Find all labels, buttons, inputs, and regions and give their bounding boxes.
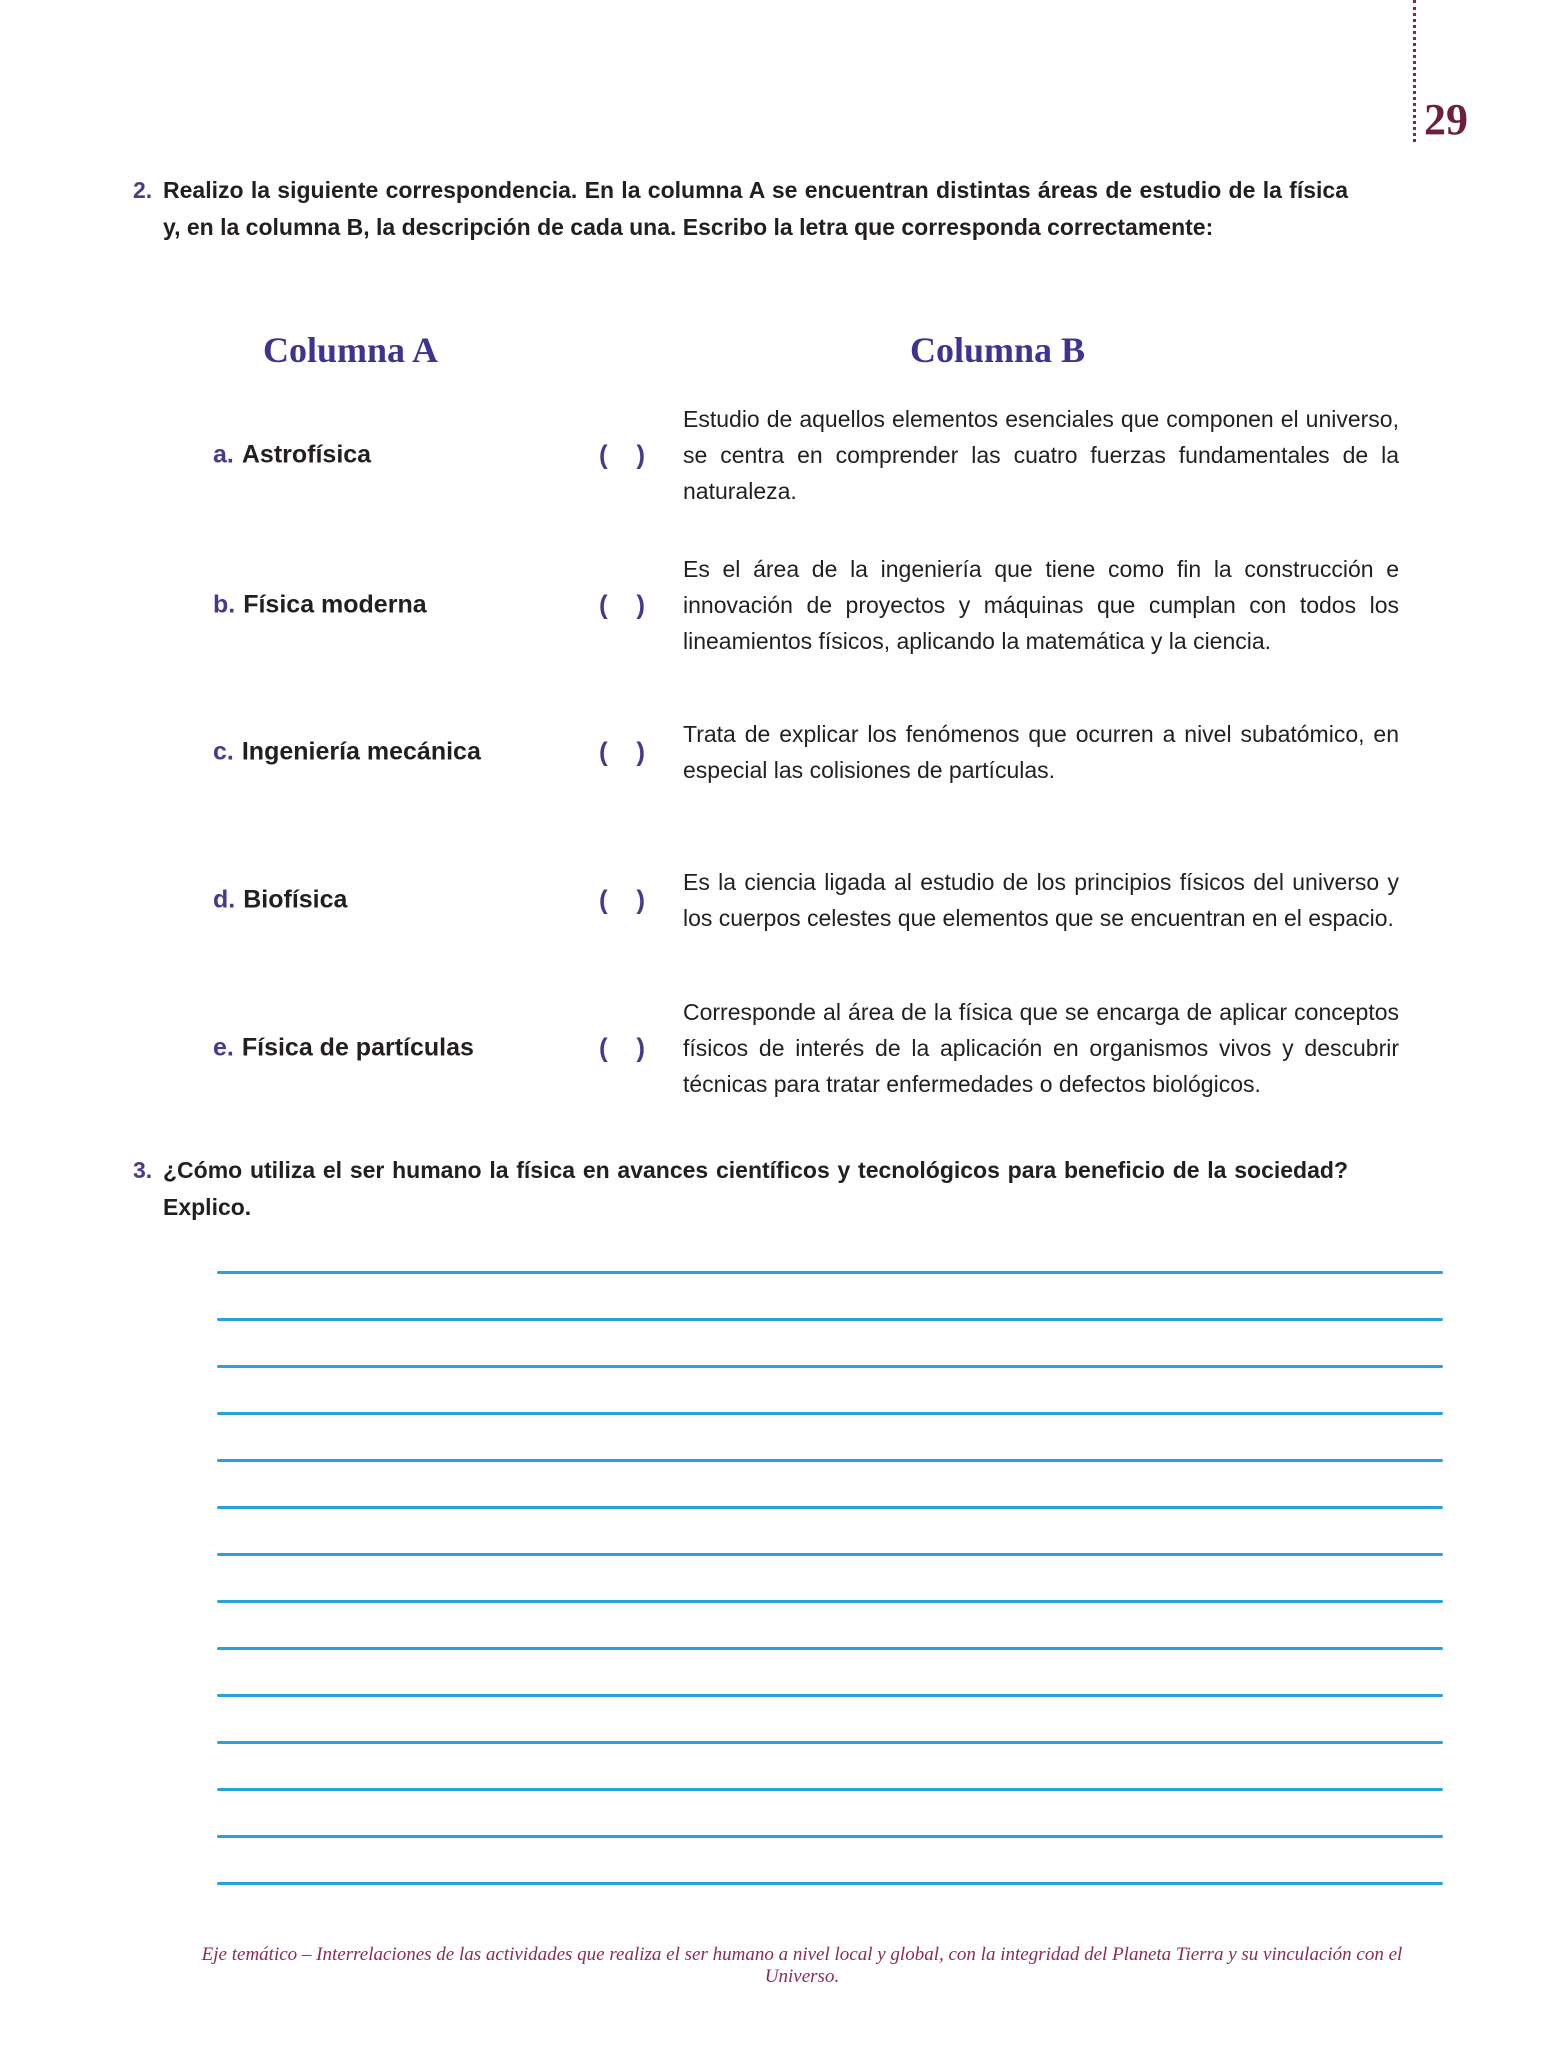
item-description: Trata de explicar los fenómenos que ocurren a nivel subatómico, en especial las colisiones de partículas.	[683, 721, 1399, 783]
answer-line[interactable]	[217, 1882, 1443, 1885]
item-label: Física de partículas	[241, 1033, 474, 1062]
paren-open: (	[599, 439, 608, 470]
item-description: Es la ciencia ligada al estudio de los principios físicos del universo y los cuerpos celestes que elementos que se encuentran en el espacio.	[683, 869, 1399, 931]
column-a-title: Columna A	[262, 330, 439, 370]
answer-slot[interactable]	[599, 1033, 645, 1064]
answer-line[interactable]	[217, 1741, 1443, 1744]
answer-line[interactable]	[217, 1647, 1443, 1650]
item-description: Estudio de aquellos elementos esenciales que componen el universo, se centra en comprender las cuatro fuerzas fundamentales de la naturaleza.	[683, 406, 1399, 504]
answer-line[interactable]	[217, 1694, 1443, 1697]
item-label: Biofísica	[243, 885, 348, 914]
item-label: Astrofísica	[241, 440, 372, 469]
column-b-title: Columna B	[909, 330, 1086, 370]
paren-open: (	[599, 884, 608, 915]
answer-line[interactable]	[217, 1835, 1443, 1838]
answer-slot[interactable]	[599, 737, 645, 768]
question-3-number: 3.	[133, 1157, 153, 1183]
paren-close: )	[636, 736, 645, 767]
item-description: Es el área de la ingeniería que tiene como fin la construcción e innovación de proyectos y máquinas que cumplan con todos los lineamientos físicos, aplicando la matemática y la ciencia.	[683, 556, 1399, 654]
paren-open: (	[599, 1032, 608, 1063]
paren-close: )	[636, 589, 645, 620]
answer-line[interactable]	[217, 1600, 1443, 1603]
question-2	[133, 172, 1348, 246]
question-2-number: 2.	[133, 177, 153, 203]
answer-line[interactable]	[217, 1553, 1443, 1556]
answer-slot[interactable]	[599, 440, 645, 471]
item-description: Corresponde al área de la física que se encarga de aplicar conceptos físicos de interés de la aplicación en organismos vivos y descubrir técnicas para tratar enfermedades o defectos biológicos.	[683, 999, 1399, 1097]
question-3-text: ¿Cómo utiliza el ser humano la física en avances científicos y tecnológicos para beneficio de la sociedad? Explico.	[163, 1157, 1348, 1220]
answer-line[interactable]	[217, 1412, 1443, 1415]
paren-open: (	[599, 589, 608, 620]
item-letter: a.	[213, 440, 234, 469]
answer-line[interactable]	[217, 1318, 1443, 1321]
page-edge-dotted-line	[1413, 0, 1416, 142]
paren-open: (	[599, 736, 608, 767]
answer-line[interactable]	[217, 1506, 1443, 1509]
page-number: 29	[1424, 95, 1468, 144]
paren-close: )	[636, 439, 645, 470]
page-footer: Eje temático – Interrelaciones de las actividades que realiza el ser humano a nivel local y global, con la integridad del Planeta Tierra y su vinculación con el Universo.	[201, 1944, 1403, 1987]
answer-line[interactable]	[217, 1459, 1443, 1462]
answer-slot[interactable]	[599, 590, 645, 621]
question-2-text: Realizo la siguiente correspondencia. En la columna A se encuentran distintas áreas de estudio de la física y, en la columna B, la descripción de cada una. Escribo la letra que corresponda correctamente:	[163, 177, 1348, 240]
item-label: Ingeniería mecánica	[241, 737, 481, 766]
answer-line[interactable]	[217, 1788, 1443, 1791]
answer-line[interactable]	[217, 1271, 1443, 1274]
item-label: Física moderna	[243, 590, 427, 619]
paren-close: )	[636, 884, 645, 915]
paren-close: )	[636, 1032, 645, 1063]
item-letter: e.	[213, 1033, 234, 1062]
question-3	[133, 1152, 1348, 1226]
item-letter: d.	[213, 885, 236, 914]
answer-slot[interactable]	[599, 885, 645, 916]
item-letter: c.	[213, 737, 234, 766]
item-letter: b.	[213, 590, 236, 619]
answer-line[interactable]	[217, 1365, 1443, 1368]
